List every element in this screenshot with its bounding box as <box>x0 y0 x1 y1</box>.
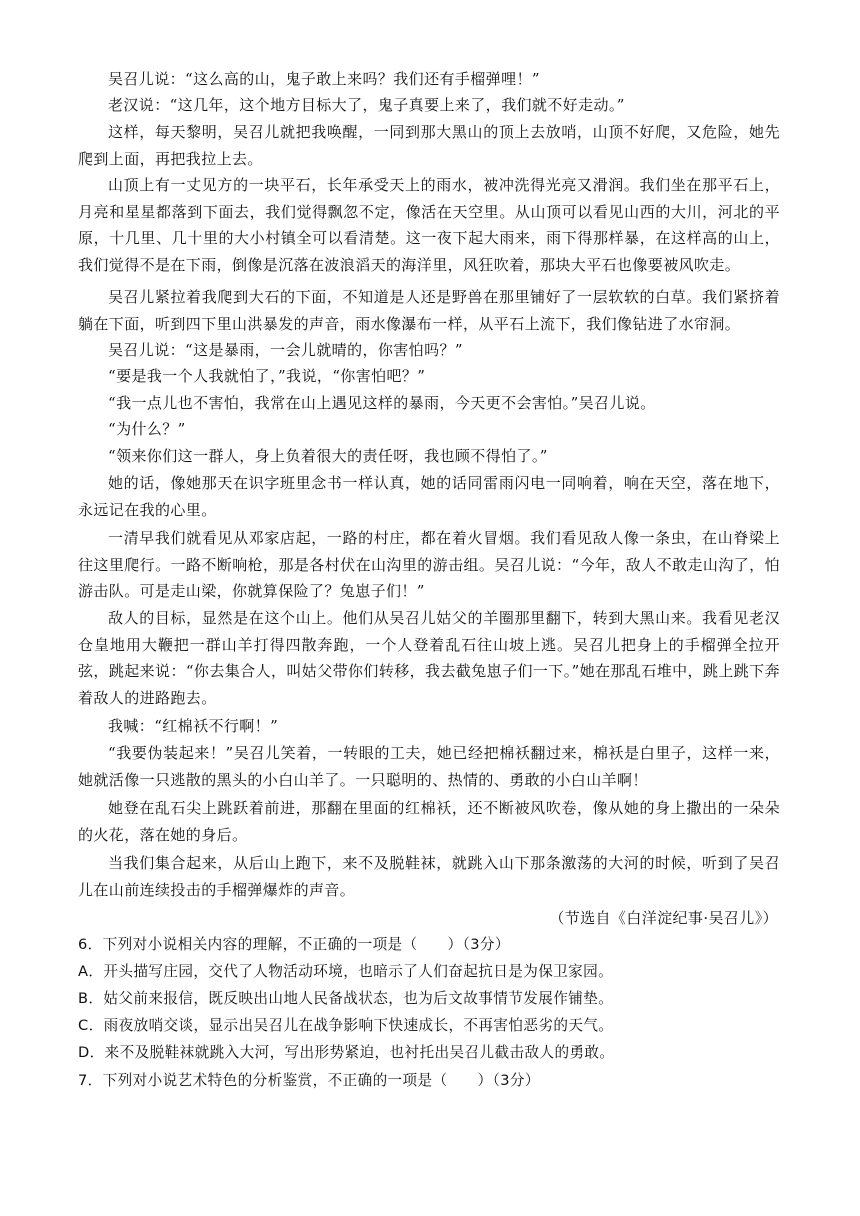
passage-paragraph-4: 山顶上有一丈见方的一块平石，长年承受天上的雨水，被冲洗得光亮又滑润。我们坐在那平石上，月亮和星星都落到下面去，我们觉得飘忽不定，像活在天空里。从山顶可以看见山西的大川，河北的平原，十几里、几十里的大小村镇全可以看清楚。这一夜下起大雨来，雨下得那样暴，在这样高的山上，我们觉得不是在下雨，倒像是沉落在波浪滔天的海洋里，风狂吹着，那块大平石也像要被风吹走。 <box>78 176 780 274</box>
passage-paragraph-2: 老汉说：“这几年，这个地方目标大了，鬼子真要上来了，我们就不好走动。” <box>108 96 625 114</box>
question-6-option-d: D．来不及脱鞋袜就跳入大河，写出形势紧迫，也衬托出吴召儿截击敌人的勇敢。 <box>78 1044 615 1061</box>
passage-paragraph-5: 吴召儿紧拉着我爬到大石的下面，不知道是人还是野兽在那里铺好了一层软软的白草。我们紧挤着躺在下面，听到四下里山洪暴发的声音，雨水像瀑布一样，从平石上流下，我们像钻进了水帘洞。 <box>78 288 780 333</box>
passage-paragraph-11: 她的话，像她那天在识字班里念书一样认真，她的话同雷雨闪电一同响着，响在天空，落在地下，永远记在我的心里。 <box>78 474 780 519</box>
passage-paragraph-9: “为什么？” <box>108 420 186 438</box>
passage-paragraph-7: “要是我一个人我就怕了，”我说，“你害怕吧？” <box>108 367 426 385</box>
passage-source: （节选自《白洋淀纪事·吴召儿》） <box>549 909 778 927</box>
question-6-stem: 6．下列对小说相关内容的理解，不正确的一项是（ ）（3分） <box>78 936 510 953</box>
passage-paragraph-14: 我喊：“红棉袄不行啊！” <box>108 717 279 735</box>
passage-paragraph-6: 吴召儿说：“这是暴雨，一会儿就晴的，你害怕吗？” <box>108 341 463 359</box>
passage-paragraph-1: 吴召儿说：“这么高的山，鬼子敢上来吗？我们还有手榴弹哩！” <box>108 70 540 88</box>
passage-paragraph-3: 这样，每天黎明，吴召儿就把我唤醒，一同到那大黑山的顶上去放哨，山顶不好爬，又危险，她先爬到上面，再把我拉上去。 <box>78 123 780 168</box>
passage-paragraph-13: 敌人的目标，显然是在这个山上。他们从吴召儿姑父的羊圈那里翻下，转到大黑山来。我看见老汉仓皇地用大鞭把一群山羊打得四散奔跑，一个人登着乱石往山坡上逃。吴召儿把身上的手榴弹全拉开弦，跳起来说：“你去集合人，叫姑父带你们转移，我去截兔崽子们一下。”她在那乱石堆中，跳上跳下奔着敌人的进路跑去。 <box>78 609 780 707</box>
question-6-option-c: C．雨夜放哨交谈，显示出吴召儿在战争影响下快速成长，不再害怕恶劣的天气。 <box>78 1017 614 1034</box>
question-6-option-b: B．姑父前来报信，既反映出山地人民备战状态，也为后文故事情节发展作铺垫。 <box>78 990 614 1007</box>
passage-paragraph-10: “领来你们这一群人，身上负着很大的责任呀，我也顾不得怕了。” <box>108 447 548 465</box>
passage-paragraph-15: “我要伪装起来！”吴召儿笑着，一转眼的工夫，她已经把棉袄翻过来，棉袄是白里子，这样一来，她就活像一只逃散的黑头的小白山羊了。一只聪明的、热情的、勇敢的小白山羊啊！ <box>78 744 780 789</box>
passage-paragraph-8: “我一点儿也不害怕，我常在山上遇见这样的暴雨，今天更不会害怕。”吴召儿说。 <box>108 394 656 412</box>
passage-paragraph-17: 当我们集合起来，从后山上跑下，来不及脱鞋袜，就跳入山下那条激荡的大河的时候，听到了吴召儿在山前连续投击的手榴弹爆炸的声音。 <box>78 854 780 899</box>
passage-paragraph-12: 一清早我们就看见从邓家店起，一路的村庄，都在着火冒烟。我们看见敌人像一条虫，在山脊梁上往这里爬行。一路不断响枪，那是各村伏在山沟里的游击组。吴召儿说：“今年，敌人不敢走山沟了，怕游击队。可是走山梁，你就算保险了？兔崽子们！” <box>78 529 780 600</box>
passage-paragraph-16: 她登在乱石尖上跳跃着前进，那翻在里面的红棉袄，还不断被风吹卷，像从她的身上撒出的一朵朵的火花，落在她的身后。 <box>78 799 780 844</box>
question-7-stem: 7．下列对小说艺术特色的分析鉴赏，不正确的一项是（ ）（3分） <box>78 1072 540 1089</box>
question-6-option-a: A．开头描写庄园，交代了人物活动环境，也暗示了人们奋起抗日是为保卫家园。 <box>78 963 614 980</box>
